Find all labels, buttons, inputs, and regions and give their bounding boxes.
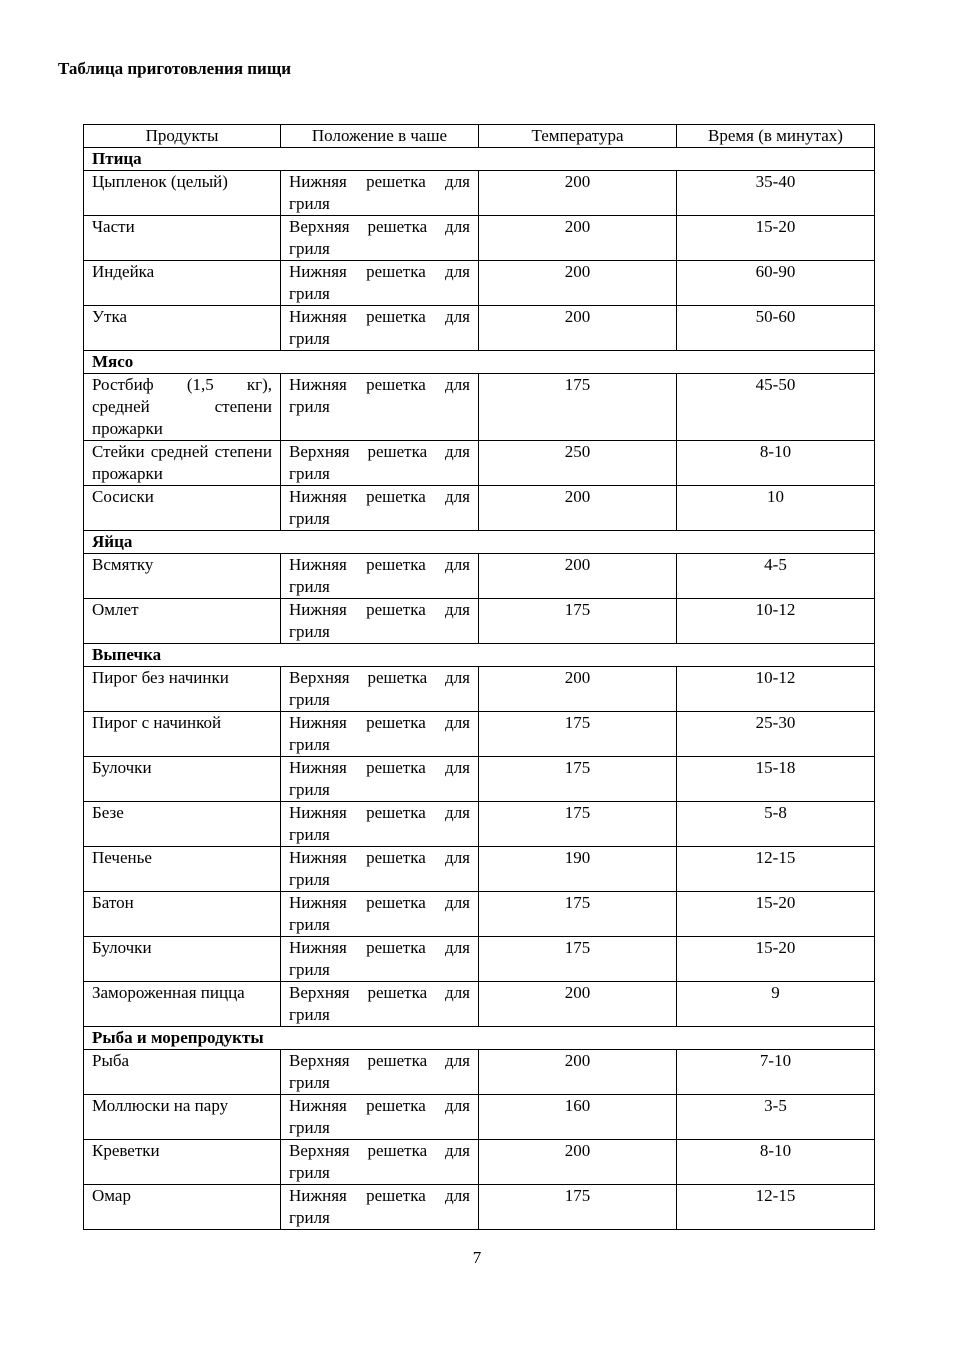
header-products: Продукты (84, 125, 281, 148)
table-row (84, 847, 875, 892)
product-cell: Пирог с начинкой (84, 712, 281, 757)
time-cell: 3-5 (677, 1095, 875, 1140)
temperature-cell: 200 (479, 171, 677, 216)
product-cell: Омар (84, 1185, 281, 1230)
table-row (84, 667, 875, 712)
table-header-row (84, 125, 875, 148)
table-row (84, 802, 875, 847)
time-cell: 10-12 (677, 667, 875, 712)
product-cell: Моллюски на пару (84, 1095, 281, 1140)
position-cell: Верхняя решетка для гриля (281, 441, 479, 486)
temperature-cell: 250 (479, 441, 677, 486)
product-cell: Булочки (84, 757, 281, 802)
temperature-cell: 200 (479, 486, 677, 531)
table-row (84, 1185, 875, 1230)
temperature-cell: 200 (479, 216, 677, 261)
product-cell: Индейка (84, 261, 281, 306)
product-cell: Цыпленок (целый) (84, 171, 281, 216)
product-cell: Всмятку (84, 554, 281, 599)
temperature-cell: 160 (479, 1095, 677, 1140)
table-row (84, 1095, 875, 1140)
table-row (84, 441, 875, 486)
time-cell: 35-40 (677, 171, 875, 216)
temperature-cell: 200 (479, 554, 677, 599)
product-cell: Стейки средней степени прожарки (84, 441, 281, 486)
temperature-cell: 175 (479, 802, 677, 847)
category-label: Мясо (84, 351, 875, 374)
position-cell: Нижняя решетка для гриля (281, 892, 479, 937)
header-time: Время (в минутах) (677, 125, 875, 148)
time-cell: 7-10 (677, 1050, 875, 1095)
header-temperature: Температура (479, 125, 677, 148)
table-row (84, 757, 875, 802)
position-cell: Нижняя решетка для гриля (281, 486, 479, 531)
time-cell: 10-12 (677, 599, 875, 644)
temperature-cell: 175 (479, 599, 677, 644)
temperature-cell: 200 (479, 261, 677, 306)
time-cell: 25-30 (677, 712, 875, 757)
position-cell: Нижняя решетка для гриля (281, 306, 479, 351)
position-cell: Нижняя решетка для гриля (281, 712, 479, 757)
temperature-cell: 190 (479, 847, 677, 892)
product-cell: Батон (84, 892, 281, 937)
table-row (84, 712, 875, 757)
time-cell: 50-60 (677, 306, 875, 351)
time-cell: 15-20 (677, 216, 875, 261)
time-cell: 4-5 (677, 554, 875, 599)
position-cell: Нижняя решетка для гриля (281, 757, 479, 802)
temperature-cell: 200 (479, 1140, 677, 1185)
category-label: Птица (84, 148, 875, 171)
temperature-cell: 200 (479, 982, 677, 1027)
position-cell: Нижняя решетка для гриля (281, 171, 479, 216)
category-row (84, 531, 875, 554)
product-cell: Части (84, 216, 281, 261)
product-cell: Утка (84, 306, 281, 351)
product-cell: Печенье (84, 847, 281, 892)
position-cell: Верхняя решетка для гриля (281, 1140, 479, 1185)
table-row (84, 1140, 875, 1185)
time-cell: 60-90 (677, 261, 875, 306)
product-cell: Омлет (84, 599, 281, 644)
time-cell: 8-10 (677, 1140, 875, 1185)
cooking-table (83, 124, 875, 1230)
temperature-cell: 175 (479, 374, 677, 441)
table-row (84, 892, 875, 937)
header-position: Положение в чаше (281, 125, 479, 148)
category-row (84, 351, 875, 374)
table-row (84, 554, 875, 599)
position-cell: Верхняя решетка для гриля (281, 216, 479, 261)
temperature-cell: 175 (479, 757, 677, 802)
position-cell: Нижняя решетка для гриля (281, 1095, 479, 1140)
time-cell: 5-8 (677, 802, 875, 847)
table-row (84, 171, 875, 216)
product-cell: Рыба (84, 1050, 281, 1095)
position-cell: Нижняя решетка для гриля (281, 847, 479, 892)
position-cell: Нижняя решетка для гриля (281, 1185, 479, 1230)
temperature-cell: 175 (479, 1185, 677, 1230)
table-body (84, 148, 875, 1230)
table-row (84, 1050, 875, 1095)
position-cell: Нижняя решетка для гриля (281, 374, 479, 441)
category-label: Яйца (84, 531, 875, 554)
position-cell: Нижняя решетка для гриля (281, 802, 479, 847)
position-cell: Верхняя решетка для гриля (281, 1050, 479, 1095)
table-row (84, 216, 875, 261)
time-cell: 45-50 (677, 374, 875, 441)
category-label: Выпечка (84, 644, 875, 667)
table-row (84, 306, 875, 351)
product-cell: Безе (84, 802, 281, 847)
table-row (84, 374, 875, 441)
temperature-cell: 200 (479, 1050, 677, 1095)
position-cell: Нижняя решетка для гриля (281, 599, 479, 644)
product-cell: Булочки (84, 937, 281, 982)
table-row (84, 599, 875, 644)
time-cell: 8-10 (677, 441, 875, 486)
product-cell: Креветки (84, 1140, 281, 1185)
time-cell: 15-20 (677, 937, 875, 982)
temperature-cell: 200 (479, 306, 677, 351)
temperature-cell: 175 (479, 892, 677, 937)
time-cell: 12-15 (677, 1185, 875, 1230)
category-row (84, 644, 875, 667)
temperature-cell: 200 (479, 667, 677, 712)
category-label: Рыба и морепродукты (84, 1027, 875, 1050)
page-title: Таблица приготовления пищи (58, 59, 292, 78)
position-cell: Верхняя решетка для гриля (281, 982, 479, 1027)
category-row (84, 1027, 875, 1050)
product-cell: Замороженная пицца (84, 982, 281, 1027)
time-cell: 12-15 (677, 847, 875, 892)
product-cell: Сосиски (84, 486, 281, 531)
position-cell: Нижняя решетка для гриля (281, 261, 479, 306)
table-row (84, 486, 875, 531)
table-row (84, 937, 875, 982)
position-cell: Нижняя решетка для гриля (281, 554, 479, 599)
category-row (84, 148, 875, 171)
temperature-cell: 175 (479, 937, 677, 982)
temperature-cell: 175 (479, 712, 677, 757)
table-row (84, 982, 875, 1027)
time-cell: 15-18 (677, 757, 875, 802)
product-cell: Ростбиф (1,5 кг), средней степени прожарки (84, 374, 281, 441)
time-cell: 10 (677, 486, 875, 531)
table-row (84, 261, 875, 306)
time-cell: 9 (677, 982, 875, 1027)
position-cell: Нижняя решетка для гриля (281, 937, 479, 982)
time-cell: 15-20 (677, 892, 875, 937)
position-cell: Верхняя решетка для гриля (281, 667, 479, 712)
product-cell: Пирог без начинки (84, 667, 281, 712)
page-number: 7 (472, 1248, 482, 1267)
